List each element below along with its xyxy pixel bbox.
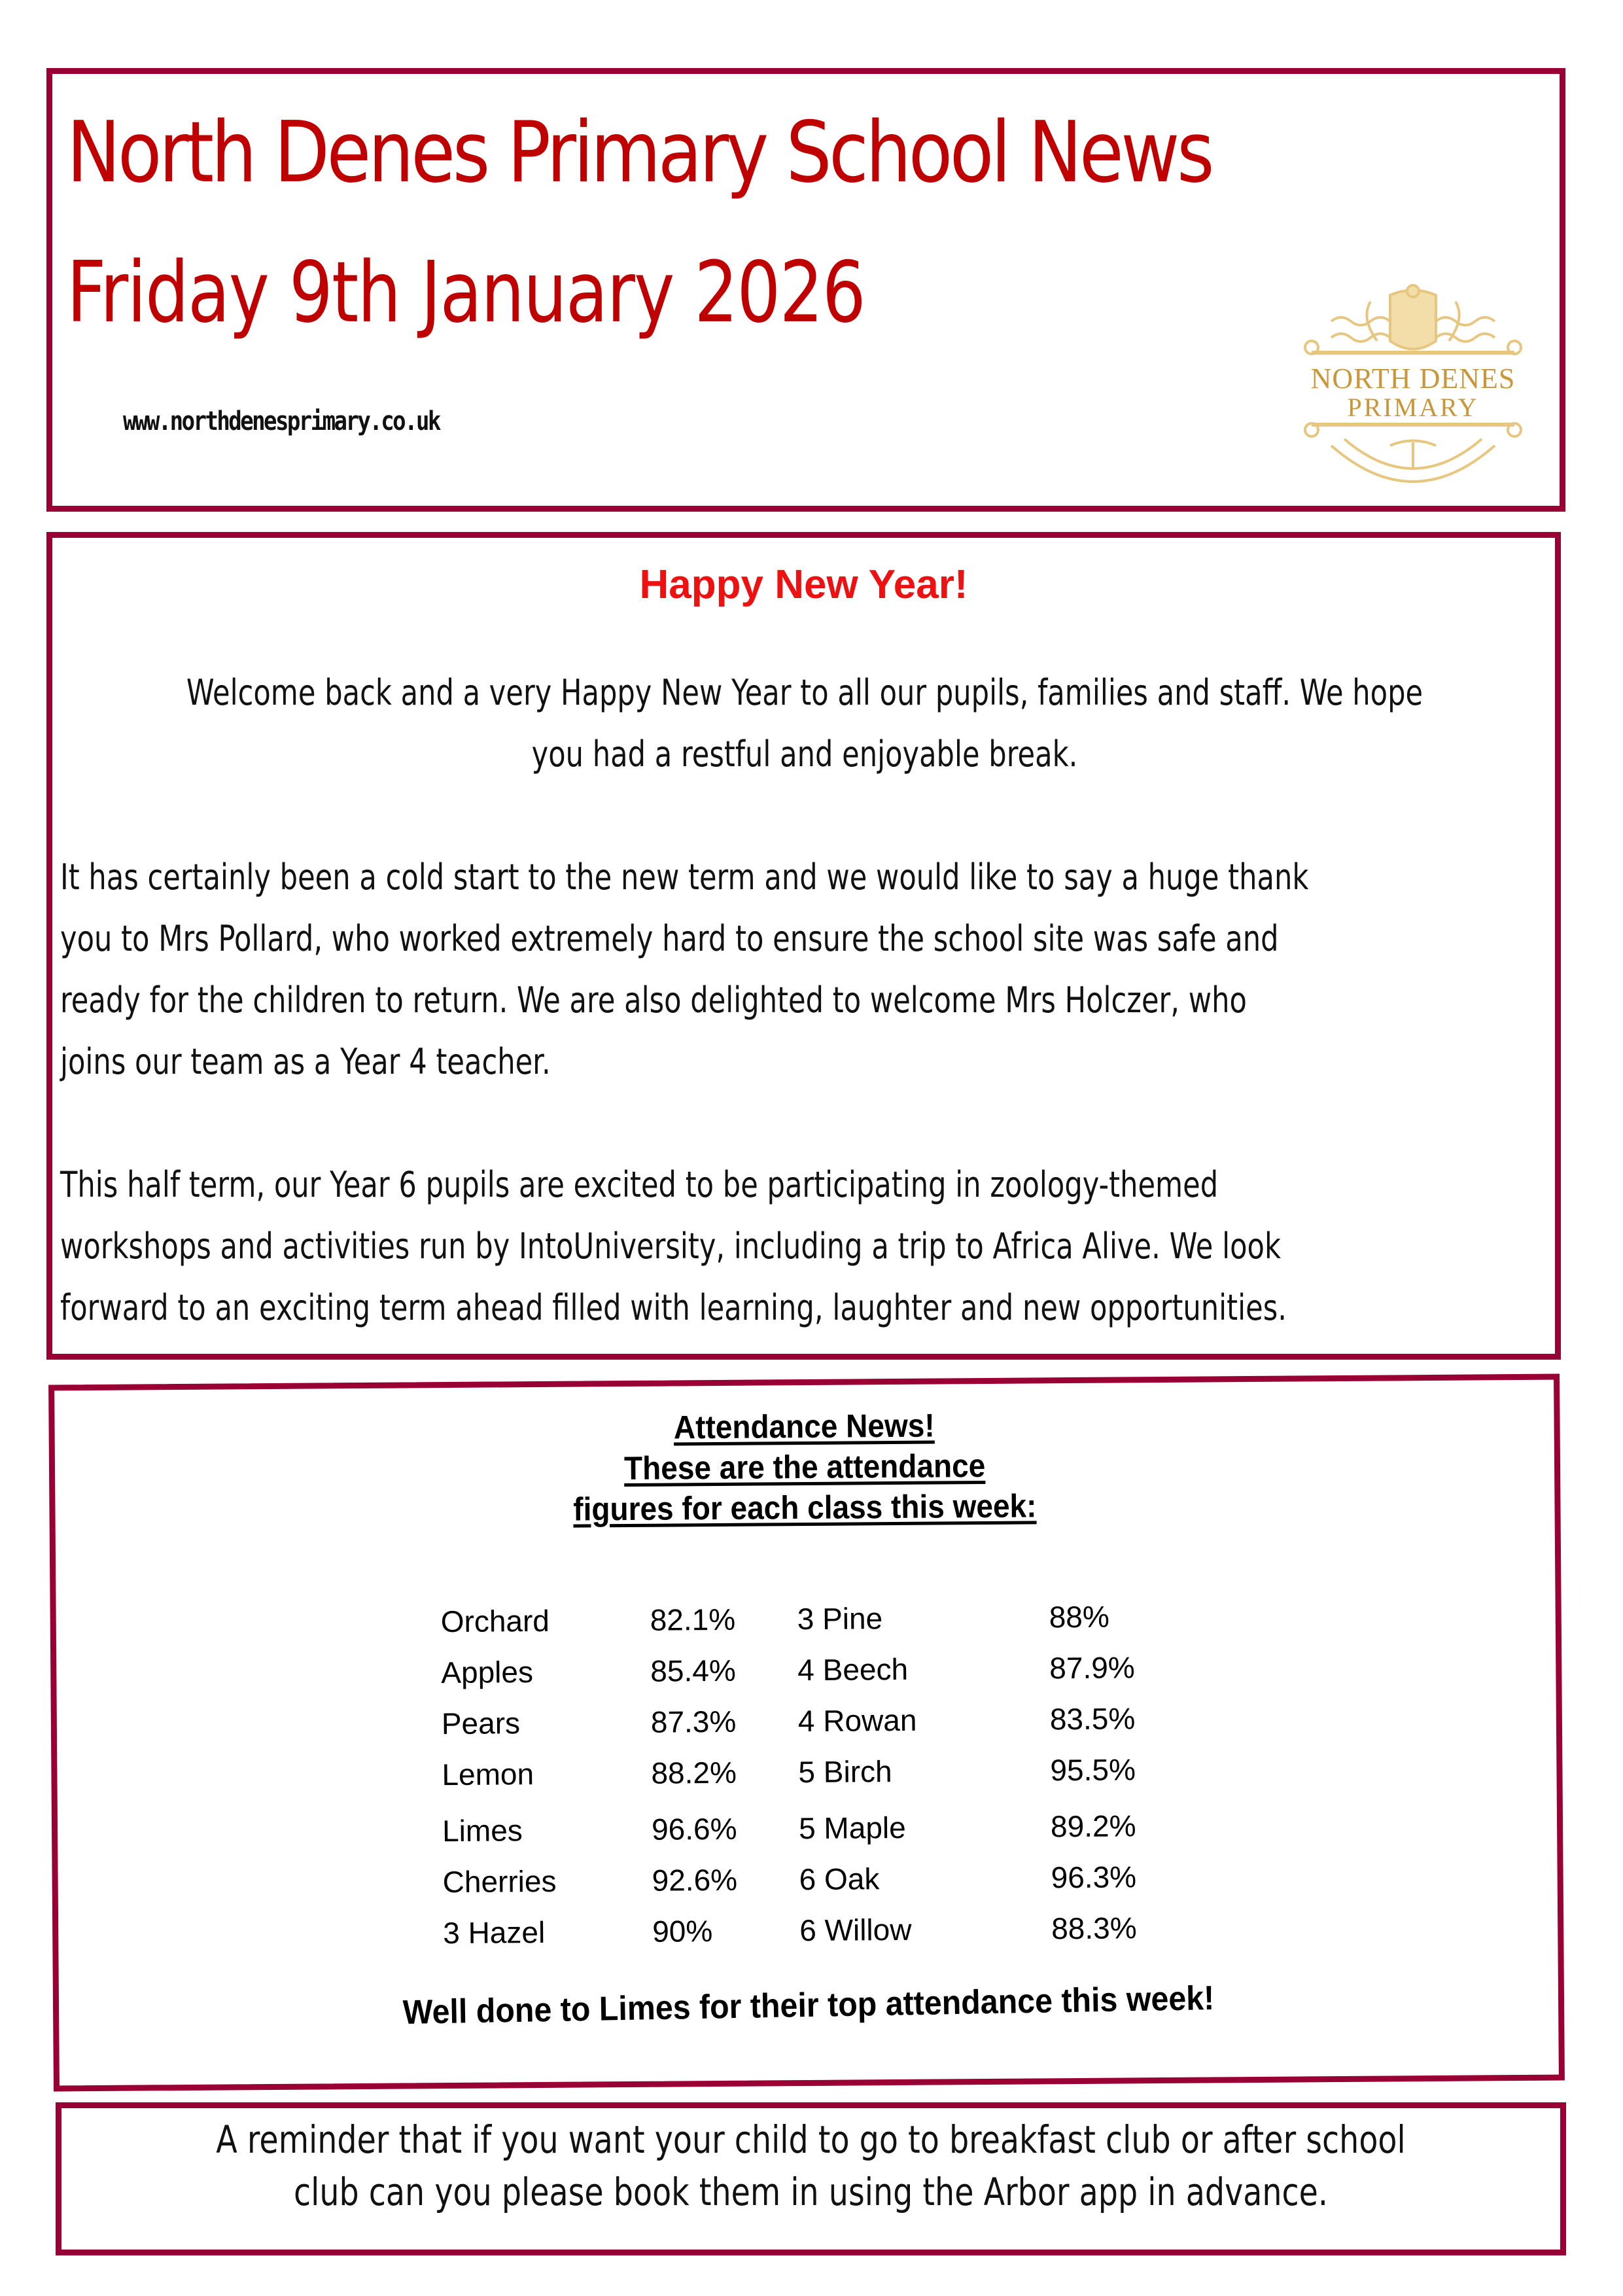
class-name: Limes	[442, 1813, 523, 1848]
attendance-percent: 83.5%	[1049, 1701, 1136, 1737]
text-line: This half term, our Year 6 pupils are excited to be participating in zoology-themed	[60, 1164, 1219, 1205]
class-name: 6 Willow	[799, 1912, 912, 1948]
text-line: Welcome back and a very Happy New Year to all our pupils, families and staff. We hope	[186, 672, 1423, 713]
table-row	[440, 1599, 1109, 1655]
attendance-percent: 96.3%	[1051, 1860, 1137, 1895]
attendance-subtitle-line: figures for each class this week:	[573, 1487, 1037, 1528]
class-name: 5 Maple	[798, 1810, 906, 1846]
staff-paragraph	[60, 847, 1308, 1093]
svg-text:PRIMARY: PRIMARY	[1347, 393, 1479, 422]
text-line: club can you please book them in using the Arbor app in advance.	[293, 2170, 1329, 2214]
table-row	[441, 1650, 1135, 1706]
top-attendance-message	[59, 1981, 1558, 2031]
school-crest-icon	[1292, 282, 1534, 498]
class-name: 3 Pine	[797, 1601, 883, 1636]
attendance-percent: 82.1%	[650, 1602, 736, 1637]
table-row	[443, 1911, 1137, 1966]
attendance-percent: 95.5%	[1050, 1752, 1136, 1788]
class-name: 5 Birch	[798, 1754, 892, 1790]
class-name: Orchard	[440, 1603, 550, 1639]
attendance-section	[48, 1374, 1565, 2092]
attendance-percent: 88.3%	[1051, 1911, 1137, 1946]
class-name: 4 Rowan	[797, 1703, 917, 1739]
text-line: A reminder that if you want your child to go to breakfast club or after school	[216, 2117, 1406, 2162]
attendance-title: Attendance News!	[673, 1407, 935, 1446]
text-line: joins our team as a Year 4 teacher.	[60, 1041, 551, 1082]
newsletter-title: North Denes Primary School News	[67, 104, 1212, 202]
welcome-paragraph	[52, 662, 1557, 785]
class-name: Pears	[441, 1706, 521, 1741]
attendance-heading	[54, 1401, 1554, 1534]
attendance-percent: 88.2%	[651, 1755, 737, 1790]
welcome-section	[46, 532, 1561, 1360]
text-line: ready for the children to return. We are also delighted to welcome Mrs Holczer, who	[60, 980, 1247, 1021]
attendance-percent: 87.3%	[650, 1704, 737, 1739]
well-done-text: Well done to Limes for their top attendance this week!	[402, 1979, 1215, 2032]
attendance-percent: 85.4%	[650, 1653, 736, 1688]
text-line: you to Mrs Pollard, who worked extremely hard to ensure the school site was safe and	[60, 918, 1279, 959]
text-line: It has certainly been a cold start to the new term and we would like to say a huge thank	[60, 857, 1309, 898]
text-line: you had a restful and enjoyable break.	[531, 733, 1078, 775]
reminder-section	[56, 2102, 1566, 2255]
attendance-percent: 89.2%	[1050, 1809, 1136, 1844]
attendance-percent: 92.6%	[652, 1862, 738, 1898]
class-name: Apples	[441, 1655, 534, 1690]
class-name: 3 Hazel	[443, 1915, 546, 1951]
section-heading-happy-new-year: Happy New Year!	[639, 562, 968, 607]
class-name: Lemon	[442, 1757, 534, 1792]
newsletter-date: Friday 9th January 2026	[67, 244, 865, 342]
year6-paragraph	[60, 1154, 1287, 1339]
attendance-percent: 96.6%	[651, 1811, 737, 1846]
attendance-table	[440, 1599, 1137, 1966]
attendance-percent: 90%	[652, 1914, 713, 1949]
class-name: Cherries	[442, 1863, 557, 1899]
attendance-percent: 88%	[1049, 1599, 1109, 1634]
class-name: 6 Oak	[799, 1862, 880, 1897]
svg-text:NORTH DENES: NORTH DENES	[1310, 362, 1516, 395]
table-row	[442, 1809, 1136, 1864]
attendance-subtitle-line: These are the attendance	[623, 1447, 986, 1487]
table-row	[442, 1860, 1137, 1915]
text-line: forward to an exciting term ahead filled with learning, laughter and new opportunities.	[60, 1287, 1287, 1328]
class-name: 4 Beech	[797, 1651, 909, 1687]
reminder-text	[61, 2113, 1560, 2218]
text-line: workshops and activities run by IntoUniversity, including a trip to Africa Alive. We look	[60, 1226, 1281, 1267]
newsletter-header	[46, 68, 1565, 512]
school-website-link[interactable]: www.northdenesprimary.co.uk	[123, 406, 440, 436]
attendance-percent: 87.9%	[1049, 1650, 1135, 1686]
